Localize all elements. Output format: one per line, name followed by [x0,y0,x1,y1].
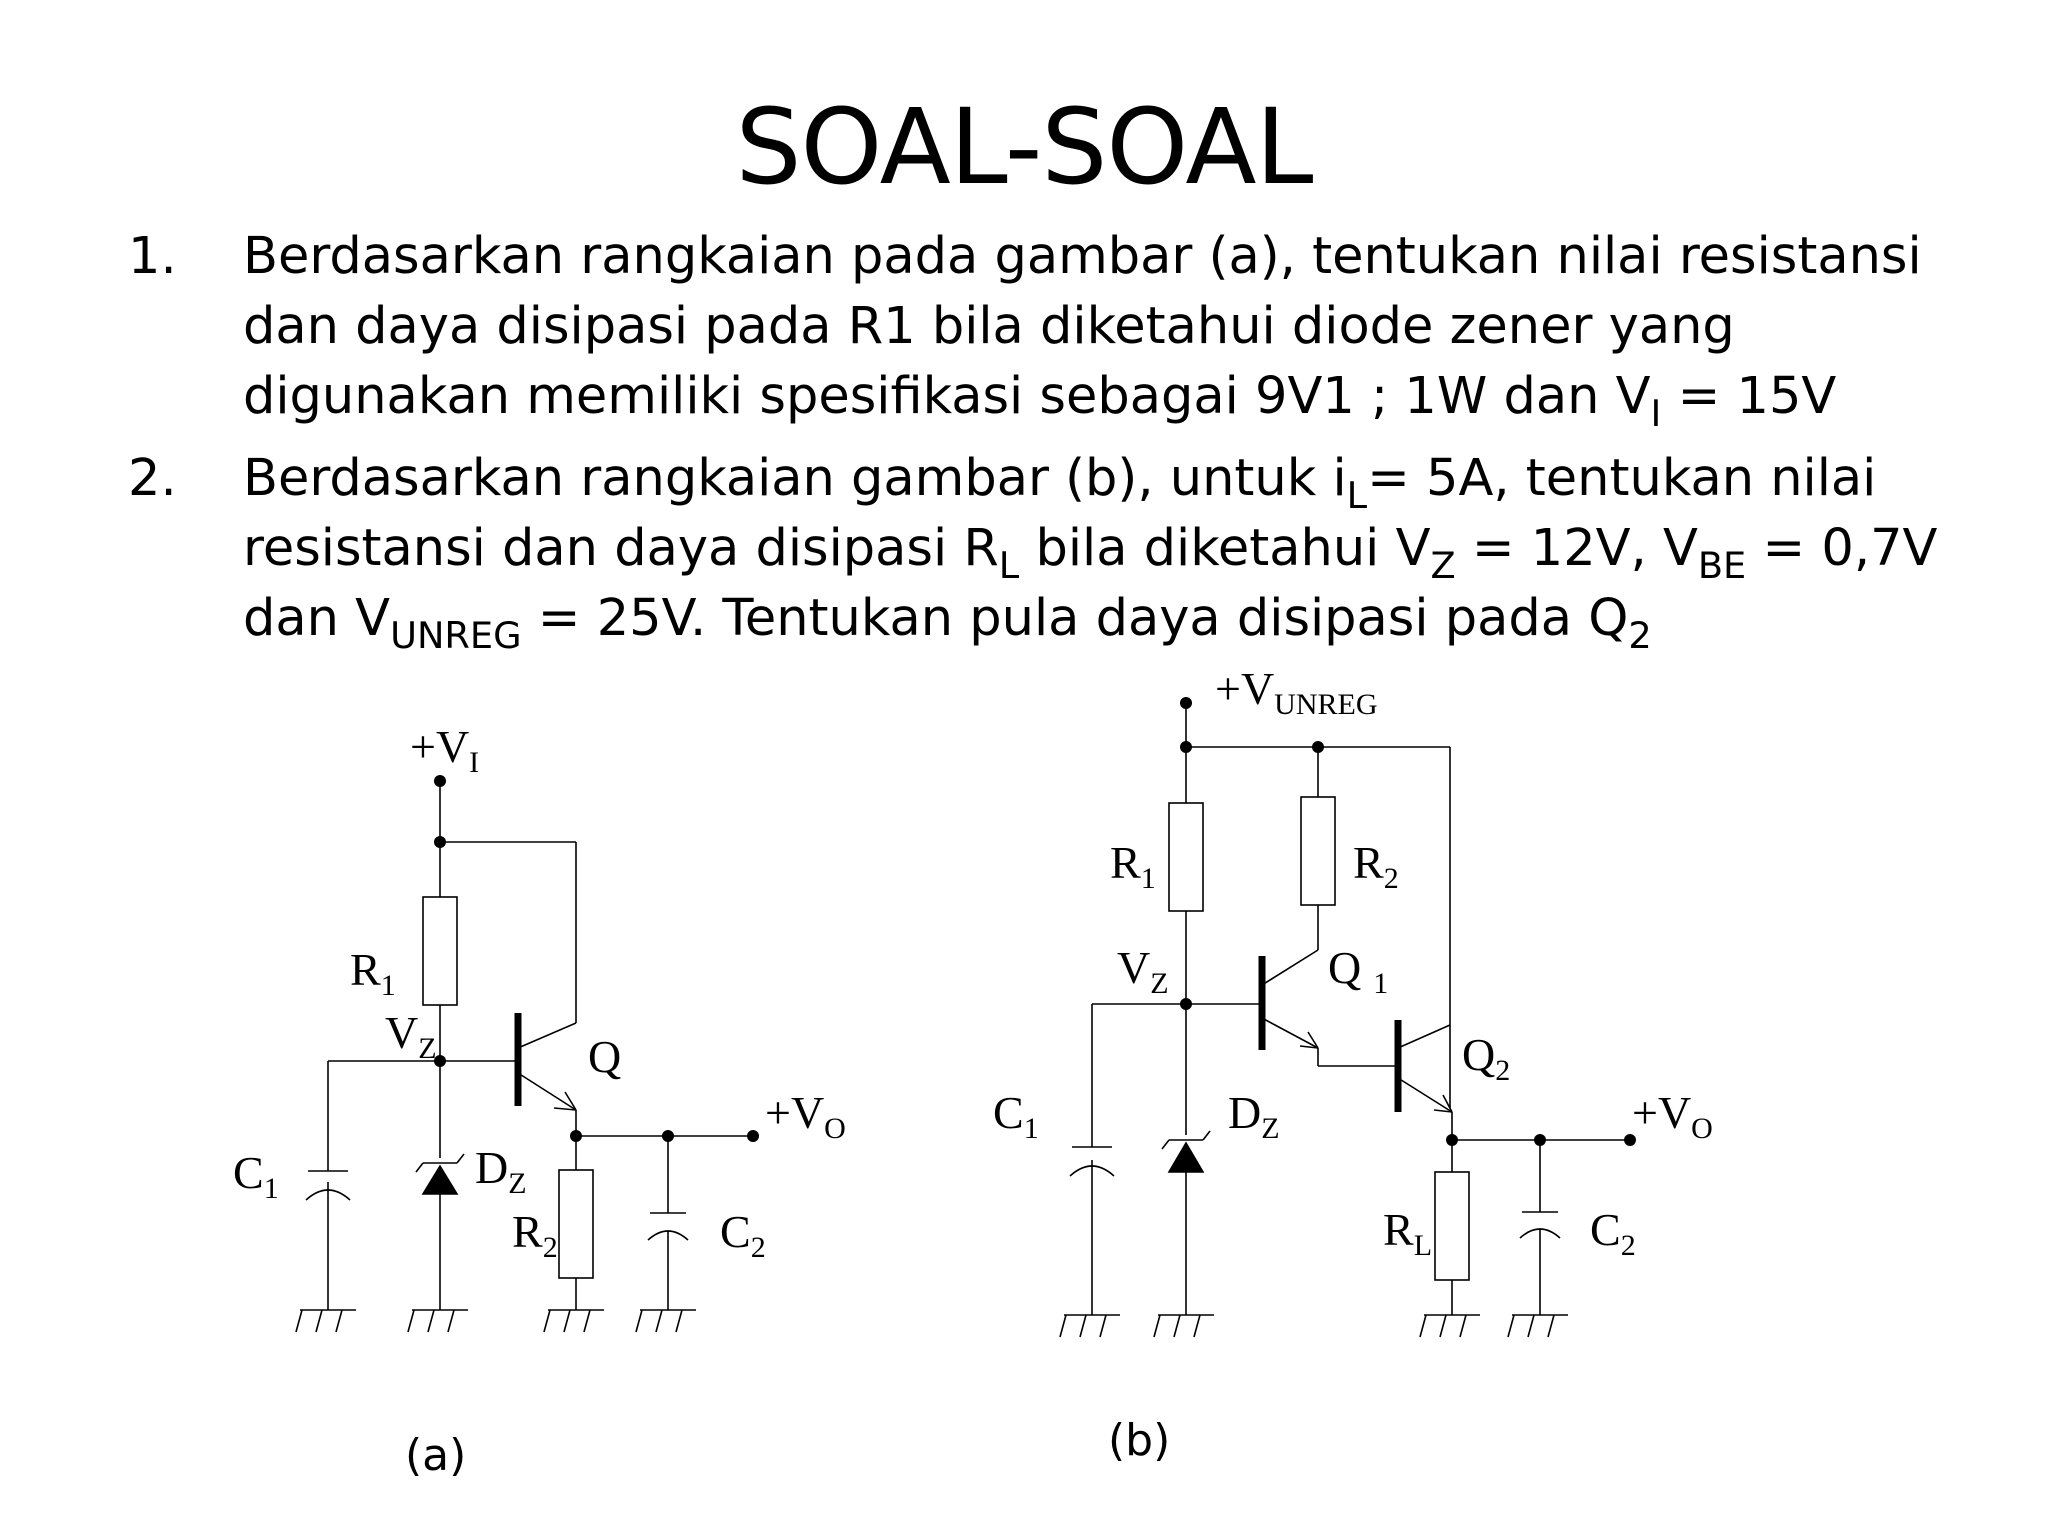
junction-dot [1180,998,1192,1010]
ground-icon [408,1310,468,1332]
label-q1: Q $_1$ [1328,942,1389,1000]
label-vz: $V_Z$ [385,1007,437,1065]
label-q2: $Q_2$ [1462,1029,1511,1087]
zener-diode-b [1169,1143,1203,1172]
ground-icon [1508,1315,1568,1337]
label-vo: $+V_O$ [1632,1087,1713,1145]
circuit-b-nodes [1180,697,1636,1146]
junction-dot [662,1130,674,1142]
junction-dot [1446,1134,1458,1146]
label-c1: $C_1$ [993,1087,1039,1145]
circuit-a-labels [233,721,846,1264]
text-segment: = 5A, tentukan nilai [1367,449,1877,508]
circuit-a-nodes [434,775,759,1142]
ground-icon [1420,1315,1480,1337]
text-segment: = 0,7V [1746,519,1938,578]
label-r2: $R_2$ [512,1206,558,1264]
label-vo: $+V_O$ [765,1087,846,1145]
resistor-r1-a [423,897,457,1005]
label-q: Q [588,1031,622,1082]
terminal-dot [434,775,446,787]
circuit-b [1070,703,1630,1315]
circuit-b-grounds [1060,1315,1568,1337]
label-r1: $R_1$ [350,944,396,1002]
resistor-r2-b [1301,797,1335,905]
subscript: BE [1697,543,1747,587]
label-dz: $D_Z$ [1228,1087,1280,1145]
label-vunreg: $+V_{UNREG}$ [1215,663,1378,721]
label-vz: $V_Z$ [1117,942,1169,1000]
text-segment: = 25V. Tentukan pula daya disipasi pada Q [521,589,1629,648]
terminal-dot [747,1130,759,1142]
junction-dot [434,836,446,848]
junction-dot [1312,741,1324,753]
text-segment: resistansi dan daya disipasi R [243,519,999,578]
junction-dot [1534,1134,1546,1146]
caption-a: (a) [405,1430,467,1481]
label-r2: $R_2$ [1353,837,1399,895]
subscript: L [998,543,1020,587]
ground-icon [1060,1315,1120,1337]
caption-b: (b) [1108,1415,1171,1466]
zener-diode-a [423,1166,457,1194]
text-segment: = 12V, V [1455,519,1698,578]
junction-dot [570,1130,582,1142]
circuit-b-labels [993,663,1713,1262]
ground-icon [1154,1315,1214,1337]
page-title: SOAL-SOAL [735,86,1313,208]
resistor-r2-a [559,1170,593,1278]
subscript: Z [1430,543,1456,587]
ground-icon [296,1310,356,1332]
junction-dot [1180,741,1192,753]
circuit-a-grounds [296,1310,696,1332]
label-vi: $+V_I$ [410,721,480,779]
text-segment: = 15V [1661,367,1837,426]
text-segment: Berdasarkan rangkaian gambar (b), untuk i [243,449,1347,508]
subscript: I [1650,391,1662,435]
problem-number: 2. [128,449,177,508]
label-r1: $R_1$ [1110,837,1156,895]
label-rl: $R_L$ [1383,1204,1433,1262]
ground-icon [636,1310,696,1332]
subscript: 2 [1628,613,1652,657]
text-segment: bila diketahui V [1019,519,1431,578]
label-dz: $D_Z$ [475,1142,527,1200]
problem-number: 1. [128,227,177,286]
text-segment: dan daya disipasi pada R1 bila diketahui diode zener yang [243,297,1735,356]
text-segment: digunakan memiliki spesifikasi sebagai 9V1 ; 1W dan V [243,367,1651,426]
label-c2: $C_2$ [1590,1204,1636,1262]
subscript: L [1346,473,1368,517]
label-c1: $C_1$ [233,1147,279,1205]
subscript: UNREG [390,613,522,657]
text-segment: Berdasarkan rangkaian pada gambar (a), tentukan nilai resistansi [243,227,1922,286]
ground-icon [544,1310,604,1332]
text-segment: dan V [243,589,391,648]
terminal-dot [1180,697,1192,709]
resistor-rl-b [1435,1172,1469,1280]
resistor-r1-b [1169,803,1203,911]
label-c2: $C_2$ [720,1206,766,1264]
